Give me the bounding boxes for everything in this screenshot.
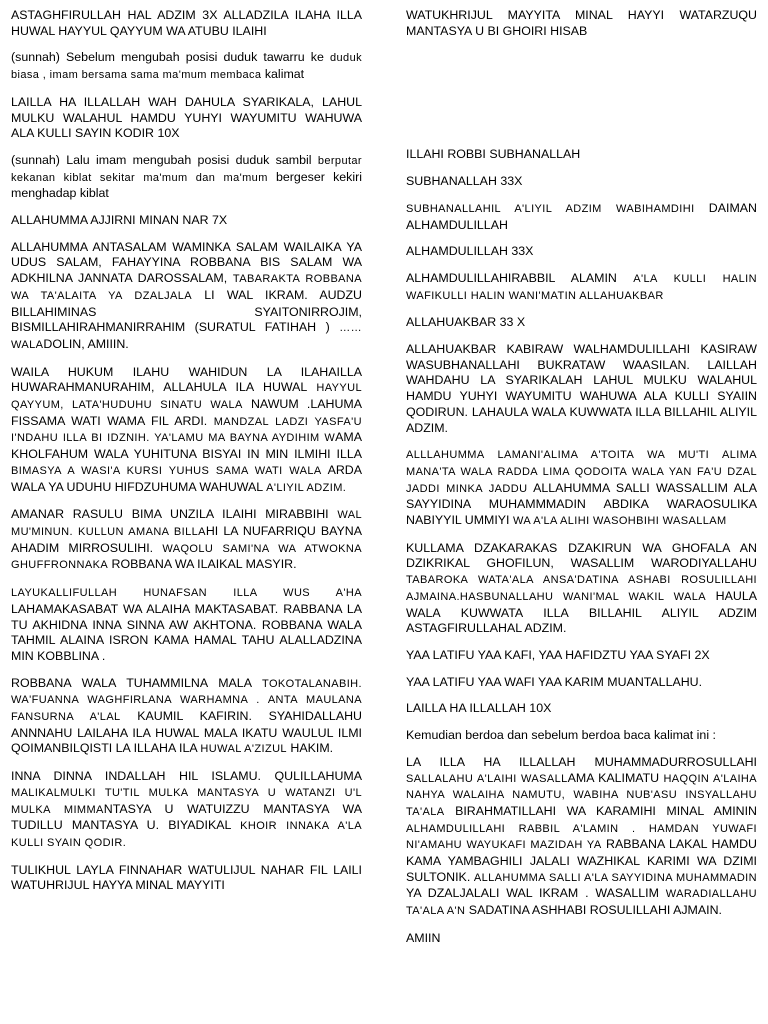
paragraph — [11, 676, 362, 759]
text-run: ALLAHUAKBAR 33 X — [406, 315, 526, 330]
text-run: ASTAGHFIRULLAH HAL ADZIM 3X ALLADZILA ILAHA ILLA HUWAL HAYYUL QAYYUM WA ATUBU ILAIHI — [11, 8, 362, 38]
text-run: HAULA WALA KUWWATA ILLA BILLAHIL ALIYIL ADZIM ASTAGFIRULLAHAL ADZIM. — [406, 588, 757, 636]
text-run: KULLAMA DZAKARAKAS DZAKIRUN WA GHOFALA AN DZIKRIKAL GHOFILUN, WASALLIM WARODIYALLAHU — [406, 540, 757, 571]
text-run: LAYUKALLIFULLAH HUNAFSAN ILLA WUS A'HA — [11, 587, 362, 600]
text-run: YAA LATIFU YAA WAFI YAA KARIM MUANTALLAHU. — [406, 674, 703, 689]
text-run: HUWAL A'ZIZUL — [200, 743, 287, 756]
text-run: INNA DINNA INDALLAH HIL ISLAMU. QULILLAHUMA — [11, 769, 362, 784]
paragraph — [406, 728, 757, 744]
text-run: TOKOTALANABIH. WA'FUANNA WAGHFIRLANA WARHAMNA . ANTA MAULANA FANSURNA A'LAL — [11, 677, 362, 724]
text-run: berputar kekanan kiblat sekitar ma'mum dan ma'mum — [11, 154, 362, 184]
text-run: AMA KHOLFAHUM WALA YUHITUNA BISYAI IN MIN ILMIHI ILLA — [11, 430, 362, 462]
paragraph — [406, 701, 757, 717]
paragraph — [406, 271, 757, 304]
paragraph — [406, 342, 757, 436]
text-run: HAQQIN A'LAIHA NAHYA WALAIHA NAMUTU, WABIHA NUB'ASU INSYALLAHU TA'ALA — [406, 772, 757, 818]
text-run: ALHAMDULILLAHIRABBIL ALAMIN — [406, 270, 634, 285]
text-run: ROBBANA WALA TUHAMMILNA MALA — [11, 675, 263, 690]
paragraph — [11, 153, 362, 202]
text-run: ALLAHUMMA SALLI WASSALLIM ALA SAYYIDINA MUHAMMMADIN ABDIKA WARAOSULIKA NABIYYIL UMMIYI — [406, 480, 757, 528]
text-run: KAUMIL KAFIRIN. SYAHIDALLAHU ANNNAHU LAILAHA ILA HUWAL MALA IKATU WAULUL ILMI QOIMANBILQISTI LA ILLAHA ILA — [11, 709, 362, 756]
text-run: WARADIALLAHU TA'ALA A'N — [406, 888, 757, 918]
paragraph — [11, 863, 362, 894]
right-column — [406, 8, 757, 958]
text-run: WA A'LA ALIHI WASOHBIHI WASALLAM — [512, 515, 727, 528]
paragraph — [11, 585, 362, 665]
text-run: ALLAHUMMA AJJIRNI MINAN NAR 7X — [11, 213, 228, 228]
text-run: LAILLA HA ILLALLAH 10X — [406, 701, 552, 716]
text-run: …… WALA — [11, 322, 362, 351]
paragraph — [11, 507, 362, 574]
paragraph — [406, 174, 757, 190]
text-run: AMIIN — [406, 930, 441, 945]
text-run: bergeser kekiri menghadap kiblat — [11, 169, 363, 201]
text-run: WAL MU'MINUN. KULLUN AMANA BILLA — [11, 509, 362, 538]
text-run: TABAROKA WATA'ALA ANSA'DATINA ASHABI ROSULILLAHI AJMAINA.HASBUNALLAHU WANI'MAL WAKIL WALA — [406, 574, 757, 603]
paragraph — [11, 95, 362, 142]
text-run: RABBANA LAKAL HAMDU KAMA YAMBAGHILI JALALI WAZHIKAL KARIMI WA DZIMI SULTONIK. — [406, 837, 757, 884]
paragraph — [11, 50, 362, 83]
text-run: KHOIR INNAKA A'LA KULLI SYAIN QODIR. — [11, 820, 362, 849]
text-run: A'LIYIL ADZIM. — [266, 481, 347, 494]
text-run: MANDZAL LADZI YASFA'U I'NDAHU ILLA BI IDZNIH. YA'LAMU MA BAYNA AYDIHIM W — [11, 415, 363, 445]
paragraph — [406, 147, 757, 163]
text-run: ARDA WALA YA UDUHU HIFDZUHUMA WAHUWAL — [11, 462, 363, 494]
text-run: WAQOLU SAMI'NA WA ATWOKNA GHUFFRONNAKA — [11, 542, 362, 572]
paragraph — [406, 447, 757, 530]
paragraph — [406, 315, 757, 331]
text-run: AMA KALIMATU — [567, 770, 664, 785]
text-run: LAHAMAKASABAT WA ALAIHA MAKTASABAT. RABBANA LA TU AKHIDNA INNA SINNA AW AKHTONA. ROBBANA WALA TAHMIL ALAINA ISRON KAMA HAMAL TAHU ALALLADZINA MIN KOBBLINA . — [11, 601, 362, 663]
text-run: DOLIN, AMIIIN. — [43, 336, 129, 351]
text-run: ALLLAHUMMA LAMANI'ALIMA A'TOITA WA MU'TI ALIMA MANA'TA WALA RADDA LIMA QODOITA WALA YAN FA'U DZAL JADDI MINKA JADDU — [406, 449, 757, 495]
paragraph — [406, 201, 757, 233]
text-run: ALLAHUMMA ANTASALAM WAMINKA SALAM WAILAIKA YA UDUS SALAM, FAHAYYINA ROBBANA BIS SALAM WA ADKHILNA JANNATA DAROSSALAM, — [11, 239, 362, 286]
text-run: HI LA NUFARRIQU BAYNA AHADIM MIRROSULIHI. — [11, 523, 362, 555]
text-run: AMANAR RASULU BIMA UNZILA ILAIHI MIRABBIHI — [11, 507, 338, 522]
paragraph — [406, 541, 757, 637]
text-run: (sunnah) Lalu imam mengubah posisi duduk sambil — [11, 152, 318, 167]
paragraph — [406, 648, 757, 664]
text-run: ROBBANA WA ILAIKAL MASYIR. — [108, 557, 297, 572]
text-run: (sunnah) Sebelum mengubah posisi duduk tawarru ke — [11, 50, 331, 65]
text-run: LI WAL IKRAM. AUDZU BILLAHIMINAS SYAITONIRROJIM, BISMILLAHIRAHMANIRRAHIM (SURATUL FATIHAH ) — [11, 287, 362, 335]
paragraph — [406, 8, 757, 39]
text-run: LA ILLA HA ILLALLAH MUHAMMADURROSULLAHI — [406, 754, 757, 769]
text-run: SUBHANALLAH 33X — [406, 174, 523, 189]
text-run: DAIMAN ALHAMDULILLAH — [406, 200, 757, 232]
text-run: A'LA KULLI HALIN WAFIKULLI HALIN WANI'MATIN ALLAHUAKBAR — [406, 272, 757, 302]
text-run: HAKIM. — [286, 741, 334, 756]
text-run: SADATINA ASHHABI ROSULILLAHI AJMAIN. — [465, 903, 722, 918]
left-column — [11, 8, 362, 905]
paragraph — [406, 675, 757, 691]
text-run: TULIKHUL LAYLA FINNAHAR WATULIJUL NAHAR FIL LAILI WATUHRIJUL HAYYA MINAL MAYYITI — [11, 862, 362, 893]
text-run: NAWUM .LAHUMA FISSAMA WATI WAMA FIL ARDI. — [11, 397, 362, 428]
text-run: TABARAKTA ROBBANA WA TA'ALAITA YA DZALJALA — [11, 273, 362, 302]
text-run: NTASYA U WATUIZZU MANTASYA WA TUDILLU MANTASYA U. BIYADIKAL — [11, 801, 362, 833]
text-run: LAILLA HA ILLALLAH WAH DAHULA SYARIKALA, LAHUL MULKU WALAHUL HAMDU YUHYI WAYUMITU WAHUWA ALA KULLI SAYIN KODIR 10X — [11, 94, 362, 141]
text-run: ALLAHUAKBAR KABIRAW WALHAMDULILLAHI KASIRAW WASUBHANALLAHI BUKRATAW WAASILAN. LAILLAH WAHDAHU LA SYARIKALAH LAHUL MULKU WALAHUL HAMDU YUHYI WAYUMITU WAHUWA ALA KULLI SYAIIN QODIRUN. LAHAULA WALA KUWWATA ILLA BILLAHIL ALIYIL ADZIM. — [406, 342, 757, 435]
text-run: ILLAHI ROBBI SUBHANALLAH — [406, 147, 581, 162]
text-run: Kemudian berdoa dan sebelum berdoa baca kalimat ini : — [406, 728, 716, 743]
text-run: HAYYUL QAYYUM, LATA'HUDUHU SINATU WALA — [11, 382, 362, 412]
text-run: WATUKHRIJUL MAYYITA MINAL HAYYI WATARZUQU MANTASYA U BI GHOIRI HISAB — [406, 8, 757, 38]
text-run: MALIKALMULKI TU'TIL MULKA MANTASYA U WATANZI U'L MULKA MIMMA — [11, 786, 362, 816]
text-run: BIMASYA A WASI'A KURSI YUHUS SAMA WATI WALA — [11, 464, 322, 477]
text-run: SALLALAHU A'LAIHI WASALL — [406, 772, 568, 785]
paragraph — [11, 240, 362, 354]
paragraph — [406, 755, 757, 920]
paragraph — [11, 8, 362, 39]
text-run: YAA LATIFU YAA KAFI, YAA HAFIDZTU YAA SYAFI 2X — [406, 647, 710, 662]
paragraph — [11, 213, 362, 229]
paragraph — [406, 244, 757, 260]
paragraph — [406, 931, 757, 947]
paragraph — [11, 365, 362, 497]
text-run: duduk biasa , imam bersama sama ma'mum membaca — [11, 52, 362, 82]
text-run: ALHAMDULILLAH 33X — [406, 244, 534, 259]
text-run: ALHAMDULILLAHI RABBIL A'LAMIN . HAMDAN YUWAFI NI'AMAHU WAYUKAFI MAZIDAH YA — [406, 822, 757, 852]
text-run: BIRAHMATILLAHI WA KARAMIHI MINAL AMININ — [444, 803, 757, 818]
text-run: WAILA HUKUM ILAHU WAHIDUN LA ILAHAILLA HUWARAHMANURAHIM, ALLAHULA ILA HUWAL — [11, 364, 362, 395]
paragraph — [11, 769, 362, 852]
text-run: SUBHANALLAHIL A'LIYIL ADZIM WABIHAMDIHI — [406, 202, 695, 215]
text-run: YA DZALJALALI WAL IKRAM . WASALLIM — [406, 886, 666, 901]
text-run: ALLAHUMMA SALLI A'LA SAYYIDINA MUHAMMADIN — [473, 871, 757, 884]
text-run: kalimat — [261, 67, 305, 82]
